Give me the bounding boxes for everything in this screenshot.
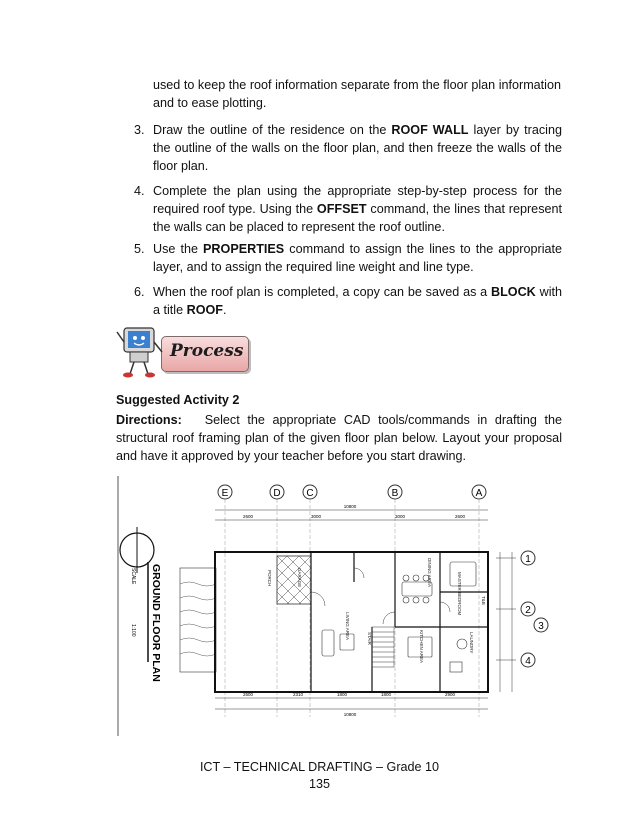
grid-label: A [475, 488, 483, 499]
svg-text:1800: 1800 [380, 692, 392, 697]
step-5 [134, 240, 562, 276]
front-steps [180, 568, 216, 672]
svg-text:LAUNDRY: LAUNDRY [469, 632, 474, 654]
step-4 [134, 182, 562, 236]
svg-text:MASTER BEDROOM: MASTER BEDROOM [457, 572, 462, 616]
top-dimensions [215, 504, 488, 520]
process-badge [161, 336, 249, 372]
row-grid [521, 551, 548, 667]
step-text: Complete the plan using the appropriate step-by-step process for the required roof type. Using the OFFSET command, the lines that represent the walls can be placed to represent the roof outline. [153, 184, 562, 234]
activity-title: Suggested Activity 2 [116, 393, 240, 407]
step-text: Draw the outline of the residence on the ROOF WALL layer by tracing the outline of the walls on the floor plan, and then freeze the walls of the floor plan. [153, 123, 562, 173]
plan-scale-label: SCALE [130, 568, 136, 585]
process-label: Process [170, 341, 244, 361]
svg-text:GARAGE: GARAGE [297, 568, 302, 588]
room-labels [267, 558, 486, 663]
svg-text:2600: 2600 [454, 514, 466, 519]
stair [372, 627, 394, 667]
svg-text:STAIR: STAIR [367, 632, 372, 645]
footer-page-number: 135 [308, 777, 330, 791]
svg-text:2600: 2600 [242, 692, 254, 697]
step-number: 5. [134, 242, 145, 256]
side-dimensions [496, 552, 516, 692]
step-number: 3. [134, 123, 145, 137]
svg-text:10800: 10800 [343, 504, 357, 509]
svg-text:KITCHEN AREA: KITCHEN AREA [419, 630, 424, 664]
computer-mascot-icon [116, 322, 166, 378]
intro-paragraph: used to keep the roof information separate from the floor plan information and to ease plotting. [153, 78, 561, 110]
step-text: Use the PROPERTIES command to assign the lines to the appropriate layer, and to assign the required line weight and line type. [153, 242, 563, 274]
ground-floor-plan-drawing [110, 472, 550, 740]
svg-text:PORCH: PORCH [267, 570, 272, 587]
grid-label: B [391, 488, 399, 499]
activity-directions [116, 411, 562, 465]
grid-label: C [306, 488, 314, 499]
grid-label: D [273, 488, 281, 499]
svg-text:T&B: T&B [481, 596, 486, 605]
svg-text:3000: 3000 [310, 514, 322, 519]
grid-label: 3 [538, 621, 544, 632]
plan-scale-value: 1:100 [130, 624, 136, 637]
directions-label: Directions: [116, 413, 182, 427]
svg-text:LIVING AREA: LIVING AREA [345, 612, 350, 641]
svg-text:3000: 3000 [394, 514, 406, 519]
svg-text:10800: 10800 [343, 712, 357, 717]
directions-text: Select the appropriate CAD tools/commands in drafting the structural roof framing plan of the given floor plan below. Layout your proposal and have it approved by your teacher before you start drawing. [116, 413, 562, 463]
bottom-dimensions [215, 692, 488, 717]
grid-label: 4 [525, 656, 531, 667]
process-banner [116, 322, 246, 378]
grid-label: 1 [525, 554, 531, 565]
svg-text:2310: 2310 [292, 692, 304, 697]
outer-wall [215, 552, 488, 692]
grid-label: E [221, 488, 229, 499]
step-3 [134, 121, 562, 175]
step-6 [134, 283, 562, 319]
svg-text:2600: 2600 [242, 514, 254, 519]
svg-text:2900: 2900 [444, 692, 456, 697]
garage-hatch [277, 556, 311, 604]
step-text: When the roof plan is completed, a copy can be saved as a BLOCK with a title ROOF. [153, 285, 562, 317]
plan-title: GROUND FLOOR PLAN [150, 564, 162, 682]
footer-course: ICT – TECHNICAL DRAFTING – Grade 10 [199, 760, 440, 774]
step-number: 4. [134, 184, 145, 198]
svg-text:1800: 1800 [336, 692, 348, 697]
svg-text:DINING AREA: DINING AREA [427, 558, 432, 588]
grid-label: 2 [525, 605, 531, 616]
step-number: 6. [134, 285, 145, 299]
